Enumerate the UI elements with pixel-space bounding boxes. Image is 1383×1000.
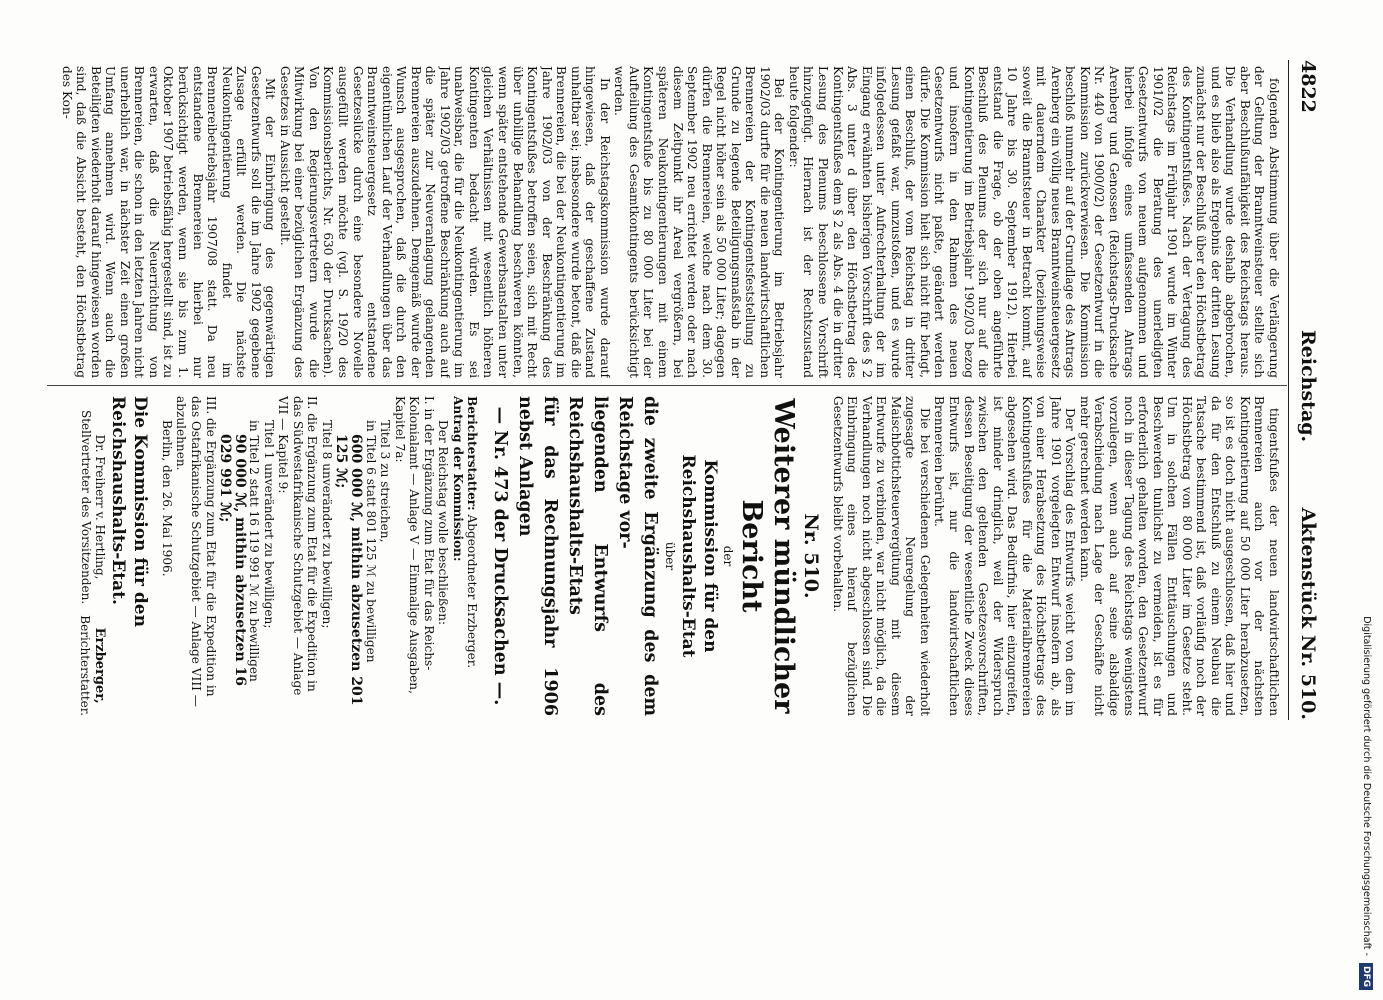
- motion-item: Titel 3 zu streichen,: [378, 420, 393, 543]
- motion-item: II. die Ergänzung zum Etat für die Expedition in das Südwestafrikanische Schutzgebiet — Anlage VII — Kapitel 9:: [276, 396, 320, 696]
- rapporteur-line: [465, 396, 480, 716]
- motion-item: in Titel 6 statt 801 125 ℳ zu bewilligen: [363, 420, 378, 663]
- paragraph: Der Vorschlag des Entwurfs weicht von dem im Jahre 1901 vorgelegten Entwurf insofern ab, als von einer Herabsetzung des Höchstbetrags des Kontingentsfußes für die Materialbrennereien abgesehen wird. Das Bedürfnis, hier einzugreifen, ist minder dringlich, weil der Widerspruch zwischen den geltenden Gesetzesvorschriften, dessen Beseitigung der wesentliche Zweck dieses Entwurfs ist, nur die landwirtschaftlichen Brennereien berührt.: [932, 396, 1078, 716]
- motion-intro: Der Reichstag wolle beschließen:: [436, 420, 451, 626]
- paragraph: Bei der Kontingentierung im Betriebsjahr 1902/03 durfte für die neuen landwirtschaftlichen Brennereien der Kontingentsfeststellung zu Grunde zu legende Beteiligungsmaßstab in der Regel nicht höher sein als 50 000 Liter; dagegen dürfen die Brennereien, welche nach dem 30. September 1902 neu errichtet werden oder nach diesem Zeitpunkt ihr Areal vergrößern, bei späteren Neukontingentierungen mit einem Kontingentsfuße bis zu 80 000 Liter bei der Aufteilung des Gesamtkontingents berücksichtigt werden.: [612, 66, 787, 378]
- signature-role: Berichterstatter.: [77, 615, 92, 716]
- paragraph: folgenden Abstimmung über die Verlängerung der Geltung der Branntweinsteuer stellte sich aber Beschlußunfähigkeit des Reichstags heraus. Die Verhandlung wurde deshalb abgebrochen, und es blieb also als Ergebnis der dritten Lesung zunächst nur der Beschluß über den Höchstbetrag des Kontingentsfußes. Nach der Vertagung des Reichstags im Frühjahr 1901 wurde im Winter 1901/02 die Beratung des unerledigten Gesetzentwurfs von neuem aufgenommen und hierbei infolge eines umfassenden Antrags Arenberg und Genossen (Reichstags-Drucksache Nr. 440 von 1900/02) der Gesetzentwurf in die Kommission zurückverwiesen. Die Kommission beschloß nunmehr auf der Grundlage des Antrags Arenberg ein völlig neues Branntweinsteuergesetz mit dauerndem Charakter (beziehungsweise soweit die Branntsteuer in Betracht kommt, auf 10 Jahre bis 30. September 1912). Hierbei entstand die Frage, ob der oben angeführte Beschluß des Plenums der sich nur auf die Kontingentierung im Betriebsjahr 1902/03 bezog und insofern in den Rahmen des neuen Gesetzentwurfs nicht paßte, geändert werden dürfe. Die Kommission hielt sich nicht für befugt, einen Beschluß, der vom Reichstag in dritter Lesung gefaßt war, umzustoßen, und es wurde infolgedessen unter Aufrechterhaltung der im Eingang erwähnten bisherigen Vorschrift des § 2 Abs. 3 unter d über den Höchstbetrag des Kontingentsfußes dem § 2 als Abs. 4 die in dritter Lesung des Plenums beschlossene Vorschrift hinzugefügt. Hiernach ist der Rechtszustand heute folgender:: [786, 66, 1281, 378]
- report-date: Berlin, den 26. Mai 1906.: [159, 420, 174, 577]
- paragraph: tingentsfußes der neuen landwirtschaftlichen Brennereien auch vor der nächsten Kontingentierung auf 50 000 Liter herabzusetzen, so ist es doch nicht ausgeschlossen, daß hier und da für den Entschluß zu einem Neubau die Tatsache bestimmend ist, daß vorläufig noch der Höchstbetrag von 80 000 Liter im Gesetze steht. Um in solchen Fällen Enttäuschungen und Beschwerden tunlichst zu vermeiden, ist es für erforderlich gehalten worden, den Gesetzentwurf noch in dieser Tagung des Reichstags wenigstens vorzulegen, wenn auch auf seine alsbaldige Verabschiedung nach Lage der Geschäfte nicht mehr gerechnet werden kann.: [1077, 396, 1281, 716]
- signatures: [77, 396, 107, 716]
- right-column: [51, 396, 1281, 716]
- left-column: [51, 66, 1281, 378]
- dfg-logo: DFG: [1359, 963, 1373, 990]
- subject-line: für das Rechnungsjahr 1906 nebst Anlagen: [515, 396, 561, 716]
- report-body: [159, 396, 479, 716]
- motion-item: Titel 1 unverändert zu bewilligen;: [261, 420, 276, 629]
- signature-left: [78, 410, 107, 604]
- report-ueber: über: [662, 541, 677, 571]
- subject-line: die zweite Ergänzung des dem Reichstage vor-: [615, 396, 661, 716]
- motion-label: Antrag der Kommission:: [450, 396, 465, 562]
- paragraph: Die bei verschiedenen Gelegenheiten wiederholt zugesagte Neuregelung der Maischbottichsteuervergütung mit diesem Entwurfe zu verbinden, war nicht möglich, da die Verhandlungen noch nicht abgeschlossen sind. Die Einbringung eines hierauf bezüglichen Gesetzentwurfs bleibt vorbehalten.: [830, 396, 932, 716]
- digitization-text: Digitalisierung gefördert durch die Deutsche Forschungsgemeinschaft -: [1361, 616, 1372, 956]
- report-subject: [487, 396, 662, 716]
- report-title: Weiterer mündlicher Bericht: [736, 398, 800, 714]
- report-block: [77, 396, 823, 716]
- subject-line: liegenden Entwurfs des Reichshaushalts-Etats: [565, 396, 611, 716]
- header-rule: [1288, 60, 1289, 720]
- signature-name: Erzberger,: [92, 627, 108, 704]
- motion-item: 600 000 ℳ, mithin abzusetzen 201 125 ℳ;: [333, 434, 365, 706]
- motion-item: I. in der Ergänzung zum Etat für das Reichs-Kolonialamt — Anlage V — Einmalige Ausgaben, Kapitel 7a:: [392, 396, 436, 694]
- page-number: 4822: [1297, 60, 1319, 113]
- column-divider: [47, 385, 1287, 386]
- subject-line: — Nr. 473 der Drucksachen —.: [490, 406, 511, 706]
- digitization-note: [1356, 10, 1376, 990]
- header-title: Reichstag.: [1297, 330, 1319, 443]
- report-der: der: [721, 545, 736, 567]
- paragraph: Mit der Einbringung des gegenwärtigen Gesetzentwurfs soll die im Jahre 1902 gegebene Zusage erfüllt werden. Die nächste Neukontingentierung findet im Brennereibetriebsjahr 1907/08 statt. Da neu entstandene Brennereien hierbei nur berücksichtigt werden, wenn sie bis zum 1. Oktober 1907 betriebsfähig hergestellt sind, ist zu erwarten, daß die Neuerrichtung von Brennereien, die schon in den letzten Jahren nicht unerheblich war, in nächster Zeit einen großen Umfang annehmen wird. Wenn auch die Beteiligten wiederholt darauf hingewiesen worden sind, daß die Absicht besteht, den Höchstbetrag des Kon-: [59, 66, 278, 378]
- motion-item: Titel 8 unverändert zu bewilligen;: [319, 420, 334, 629]
- motion-item: III. die Ergänzung zum Etat für die Expedition in das Ostafrikanische Schutzgebiet — Anlage VIII — abzulehnen.: [174, 396, 218, 707]
- rapporteur-label: Berichterstatter:: [465, 396, 480, 511]
- report-number: Nr. 510.: [800, 513, 823, 599]
- rapporteur-name: Abgeordneter Erzberger.: [465, 514, 480, 669]
- signature-name: Dr. Freiherr v. Hertling,: [93, 434, 108, 580]
- page-header: [1291, 60, 1321, 720]
- signature-right: [77, 615, 107, 716]
- motion-item: in Titel 2 statt 16 119 991 ℳ zu bewilligen: [247, 420, 262, 682]
- signature-role: Stellvertreter des Vorsitzenden.: [78, 410, 93, 605]
- closing-line: Die Kommission für den Reichshaushalts-Etat.: [108, 396, 151, 627]
- motion-item: 90 000 ℳ, mithin abzusetzen 16 029 991 ℳ;: [217, 434, 248, 686]
- paragraph: In der Reichstagskommission wurde darauf hingewiesen, daß der geschaffene Zustand unhaltbar sei; insbesondere wurde betont, daß die Brennereien, die bei der Neukontingentierung im Jahre 1902/03 von der Beschränkung des Kontingentsfußes betroffen seien, sich mit Recht über unbillige Behandlung beschweren könnten, wenn später entstehende Gewerbsanstalten unter gleichen Verhältnissen mit wesentlich höheren Kontingenten bedacht würden. Es sei unabweisbar, die für die Neukontingentierung im Jahre 1902/03 getroffene Beschränkung auch auf die später zur Neuveranlagung gelangenden Brennereien auszudehnen. Demgemäß wurde der Wunsch ausgesprochen, daß die durch den eigentümlichen Lauf der Verhandlungen über das Branntweinsteuergesetz entstandene Gesetzeslücke durch eine besondere Novelle ausgefüllt werden möchte (vgl. S. 19/20 des Kommissionsberichts, Nr. 630 der Drucksachen). Von den Regierungsvertretern wurde die Mitwirkung bei einer bezüglichen Ergänzung des Gesetzes in Aussicht gestellt.: [277, 66, 612, 378]
- header-document-number: Aktenstück Nr. 510.: [1297, 507, 1319, 720]
- report-commission: Kommission für den Reichshaushalts-Etat: [677, 454, 720, 658]
